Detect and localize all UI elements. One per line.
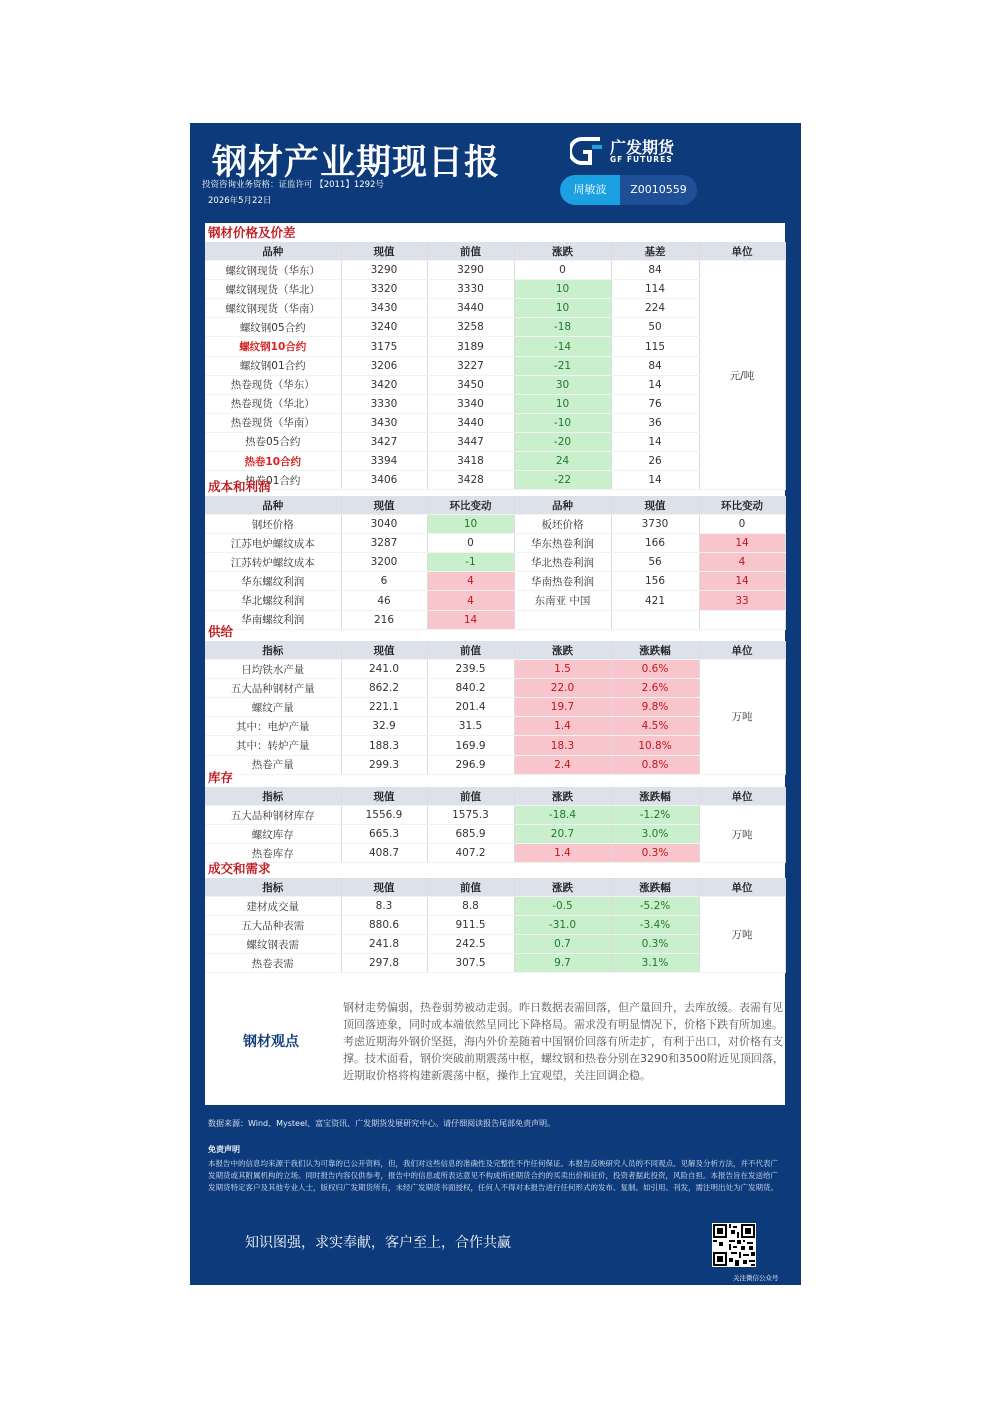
change-value: 14 <box>427 610 514 629</box>
table-row <box>205 717 785 736</box>
unit-cell: 元/吨 <box>699 261 785 490</box>
license-text: 投资咨询业务资格：证监许可 【2011】1292号 <box>202 180 384 190</box>
product-name: 江苏转炉螺纹成本 <box>205 553 341 572</box>
current-value: 3420 <box>341 375 427 394</box>
product-name: 螺纹钢现货（华东） <box>205 261 341 280</box>
product-name: 钢坯价格 <box>205 515 341 534</box>
previous-value: 201.4 <box>427 698 514 717</box>
change-value: 22.0 <box>514 679 611 698</box>
current-value: 156 <box>611 572 699 591</box>
qr-caption: 关注微信公众号 <box>733 1274 779 1282</box>
previous-value: 31.5 <box>427 717 514 736</box>
slogan: 知识图强，求实奉献，客户至上，合作共赢 <box>245 1235 511 1251</box>
change-percent: 0.3% <box>611 935 699 954</box>
table-row <box>205 825 785 844</box>
section-title: 库存 <box>208 770 234 785</box>
table-row <box>205 698 785 717</box>
current-value: 166 <box>611 534 699 553</box>
change-percent: 10.8% <box>611 736 699 755</box>
current-value: 3200 <box>341 553 427 572</box>
change-percent: 0.8% <box>611 755 699 774</box>
change-percent: 2.6% <box>611 679 699 698</box>
previous-value: 8.8 <box>427 897 514 916</box>
product-name: 螺纹钢现货（华南） <box>205 299 341 318</box>
column-header: 指标 <box>205 878 341 897</box>
change-value: 18.3 <box>514 736 611 755</box>
previous-value: 3440 <box>427 413 514 432</box>
column-header: 单位 <box>699 787 785 806</box>
table-row <box>205 394 785 413</box>
disclaimer-title: 免责声明 <box>208 1145 240 1154</box>
column-header: 涨跌 <box>514 787 611 806</box>
basis-value: 36 <box>611 413 699 432</box>
current-value: 3040 <box>341 515 427 534</box>
current-value: 3175 <box>341 337 427 356</box>
column-header: 指标 <box>205 787 341 806</box>
demand-section <box>205 859 785 973</box>
previous-value: 169.9 <box>427 736 514 755</box>
column-header: 品种 <box>205 242 341 261</box>
table-row <box>205 261 785 280</box>
unit-cell: 万吨 <box>699 660 785 775</box>
current-value: 216 <box>341 610 427 629</box>
current-value: 221.1 <box>341 698 427 717</box>
change-value: -22 <box>514 471 611 490</box>
column-header: 现值 <box>341 496 427 515</box>
column-header: 现值 <box>341 878 427 897</box>
product-name: 板坯价格 <box>514 515 611 534</box>
table-row <box>205 318 785 337</box>
current-value: 3406 <box>341 471 427 490</box>
cost-table <box>205 496 786 630</box>
previous-value: 407.2 <box>427 844 514 863</box>
current-value: 241.8 <box>341 935 427 954</box>
product-name: 华东螺纹利润 <box>205 572 341 591</box>
product-name: 热卷10合约 <box>205 452 341 471</box>
current-value: 3430 <box>341 413 427 432</box>
current-value: 6 <box>341 572 427 591</box>
column-header: 环比变动 <box>427 496 514 515</box>
change-value: 0.7 <box>514 935 611 954</box>
indicator-name: 五大品种表需 <box>205 916 341 935</box>
report-date: 2026年5月22日 <box>208 196 272 206</box>
product-name: 热卷01合约 <box>205 471 341 490</box>
table-row <box>205 897 785 916</box>
view-label: 钢材观点 <box>243 1034 299 1050</box>
table-header-row <box>205 496 785 515</box>
current-value: 3394 <box>341 452 427 471</box>
basis-value: 14 <box>611 432 699 451</box>
current-value: 3430 <box>341 299 427 318</box>
column-header: 品种 <box>514 496 611 515</box>
logo-en-text: GF FUTURES <box>610 155 673 164</box>
change-value: 9.7 <box>514 954 611 973</box>
previous-value: 3258 <box>427 318 514 337</box>
column-header: 现值 <box>611 496 699 515</box>
change-value: 4 <box>427 591 514 610</box>
product-name: 江苏电炉螺纹成本 <box>205 534 341 553</box>
table-row <box>205 954 785 973</box>
change-value: 24 <box>514 452 611 471</box>
current-value: 8.3 <box>341 897 427 916</box>
column-header: 基差 <box>611 242 699 261</box>
table-row <box>205 660 785 679</box>
product-name: 华东热卷利润 <box>514 534 611 553</box>
previous-value: 911.5 <box>427 916 514 935</box>
change-value: -0.5 <box>514 897 611 916</box>
table-row <box>205 280 785 299</box>
product-name: 热卷现货（华南） <box>205 413 341 432</box>
report-card <box>190 123 801 1285</box>
change-percent: -1.2% <box>611 806 699 825</box>
section-title: 成本和利润 <box>208 479 271 494</box>
basis-value: 115 <box>611 337 699 356</box>
current-value: 56 <box>611 553 699 572</box>
change-value: 1.4 <box>514 844 611 863</box>
table-row <box>205 452 785 471</box>
product-name: 华北螺纹利润 <box>205 591 341 610</box>
indicator-name: 其中：电炉产量 <box>205 717 341 736</box>
indicator-name: 五大品种钢材产量 <box>205 679 341 698</box>
table-row <box>205 736 785 755</box>
table-row <box>205 806 785 825</box>
basis-value: 14 <box>611 471 699 490</box>
product-name: 螺纹钢01合约 <box>205 356 341 375</box>
product-name: 华南螺纹利润 <box>205 610 341 629</box>
change-percent: 9.8% <box>611 698 699 717</box>
product-name: 热卷现货（华北） <box>205 394 341 413</box>
change-percent: 0.3% <box>611 844 699 863</box>
previous-value: 1575.3 <box>427 806 514 825</box>
previous-value: 3290 <box>427 261 514 280</box>
column-header: 环比变动 <box>699 496 785 515</box>
product-name: 螺纹钢10合约 <box>205 337 341 356</box>
change-percent: 0.6% <box>611 660 699 679</box>
current-value: 3320 <box>341 280 427 299</box>
inventory-section <box>205 768 785 863</box>
product-name: 华南热卷利润 <box>514 572 611 591</box>
inventory-table <box>205 787 786 863</box>
column-header: 现值 <box>341 641 427 660</box>
previous-value: 3450 <box>427 375 514 394</box>
change-percent: 3.1% <box>611 954 699 973</box>
current-value: 3290 <box>341 261 427 280</box>
change-value: 19.7 <box>514 698 611 717</box>
change-value: 4 <box>427 572 514 591</box>
column-header: 现值 <box>341 787 427 806</box>
change-percent: 3.0% <box>611 825 699 844</box>
change-value: 10 <box>514 299 611 318</box>
previous-value: 3189 <box>427 337 514 356</box>
table-row <box>205 935 785 954</box>
change-percent: 4.5% <box>611 717 699 736</box>
previous-value: 3447 <box>427 432 514 451</box>
data-source: 数据来源：Wind、Mysteel、富宝资讯、广发期货发展研究中心。请仔细阅读报告尾部免责声明。 <box>208 1119 556 1128</box>
change-value: 14 <box>699 572 785 591</box>
previous-value: 296.9 <box>427 755 514 774</box>
previous-value: 3440 <box>427 299 514 318</box>
table-row <box>205 299 785 318</box>
previous-value: 3428 <box>427 471 514 490</box>
previous-value: 3227 <box>427 356 514 375</box>
current-value: 46 <box>341 591 427 610</box>
change-value: -18 <box>514 318 611 337</box>
change-value: -20 <box>514 432 611 451</box>
section-title: 钢材价格及价差 <box>208 225 296 240</box>
current-value: 421 <box>611 591 699 610</box>
data-panel <box>205 223 785 1094</box>
column-header: 前值 <box>427 641 514 660</box>
column-header: 单位 <box>699 242 785 261</box>
view-panel <box>205 973 785 1105</box>
column-header: 单位 <box>699 641 785 660</box>
basis-value: 14 <box>611 375 699 394</box>
column-header: 涨跌 <box>514 242 611 261</box>
column-header: 涨跌幅 <box>611 878 699 897</box>
current-value: 3206 <box>341 356 427 375</box>
change-value: 30 <box>514 375 611 394</box>
current-value: 3287 <box>341 534 427 553</box>
indicator-name: 日均铁水产量 <box>205 660 341 679</box>
basis-value: 50 <box>611 318 699 337</box>
change-value: 33 <box>699 591 785 610</box>
change-value: -10 <box>514 413 611 432</box>
previous-value: 239.5 <box>427 660 514 679</box>
change-value: 10 <box>427 515 514 534</box>
analyst-name: 周敏波 <box>560 175 620 205</box>
report-title: 钢材产业期现日报 <box>212 142 501 183</box>
change-value: 14 <box>699 534 785 553</box>
column-header: 前值 <box>427 242 514 261</box>
indicator-name: 螺纹产量 <box>205 698 341 717</box>
previous-value: 840.2 <box>427 679 514 698</box>
current-value: 188.3 <box>341 736 427 755</box>
current-value: 1556.9 <box>341 806 427 825</box>
current-value: 3330 <box>341 394 427 413</box>
previous-value: 242.5 <box>427 935 514 954</box>
table-row <box>205 572 785 591</box>
column-header: 指标 <box>205 641 341 660</box>
basis-value: 26 <box>611 452 699 471</box>
current-value: 3240 <box>341 318 427 337</box>
column-header: 涨跌 <box>514 878 611 897</box>
current-value: 32.9 <box>341 717 427 736</box>
view-text: 钢材走势偏弱，热卷弱势被动走弱。昨日数据表需回落，但产量回升，去库放缓。表需有见顶回落迹象，同时成本端依然呈同比下降格局。需求没有明显情况下，价格下跌有所加速。考虑近期海外钢价坚挺，海内外价差随着中国钢价回落有所走扩，有利于出口，对价格有支撑。技术面看，钢价突破前期震荡中枢，螺纹钢和热卷分别在3290和3500附近见顶回落，近期取价格将构建新震荡中枢，操作上宜观望，关注回调企稳。 <box>343 1001 784 1082</box>
column-header: 前值 <box>427 787 514 806</box>
basis-value: 114 <box>611 280 699 299</box>
change-value: 10 <box>514 394 611 413</box>
indicator-name: 热卷库存 <box>205 844 341 863</box>
product-name: 螺纹钢现货（华北） <box>205 280 341 299</box>
basis-value: 76 <box>611 394 699 413</box>
table-header-row <box>205 242 785 261</box>
unit-cell: 万吨 <box>699 897 785 973</box>
table-row <box>205 591 785 610</box>
indicator-name: 热卷产量 <box>205 755 341 774</box>
table-row <box>205 432 785 451</box>
cost-section <box>205 477 785 630</box>
analyst-id: Z0010559 <box>630 183 687 196</box>
change-value: -18.4 <box>514 806 611 825</box>
table-row <box>205 916 785 935</box>
current-value: 299.3 <box>341 755 427 774</box>
current-value: 297.8 <box>341 954 427 973</box>
current-value: 408.7 <box>341 844 427 863</box>
change-value: -1 <box>427 553 514 572</box>
previous-value: 307.5 <box>427 954 514 973</box>
table-header-row <box>205 641 785 660</box>
change-value: 2.4 <box>514 755 611 774</box>
table-row <box>205 375 785 394</box>
column-header: 单位 <box>699 878 785 897</box>
column-header: 涨跌幅 <box>611 641 699 660</box>
qr-pattern <box>713 1224 755 1266</box>
indicator-name: 热卷表需 <box>205 954 341 973</box>
gf-logo-icon <box>570 135 604 167</box>
basis-value: 224 <box>611 299 699 318</box>
current-value: 665.3 <box>341 825 427 844</box>
current-value: 862.2 <box>341 679 427 698</box>
disclaimer-text: 本报告中的信息均来源于我们认为可靠的已公开资料，但，我们对这些信息的准确性及完整性不作任何保证。本报告反映研究人员的不同观点、见解及分析方法，并不代表广发期货或其附属机构的立场。同时报告内容仅供参考，报告中的信息或所表达意见不构成所述期货合约的买卖出价和征价，投资者据此投资，风险自担。本报告旨在发送给广发期货特定客户及其他专业人士，版权归广发期货所有，未经广发期货书面授权，任何人不得对本报告进行任何形式的发布、复制。如引用、刊发，需注明出处为广发期货。 <box>208 1159 778 1192</box>
column-header: 前值 <box>427 878 514 897</box>
change-percent: -3.4% <box>611 916 699 935</box>
table-row <box>205 534 785 553</box>
change-value: 1.4 <box>514 717 611 736</box>
analyst-badge <box>560 175 697 205</box>
current-value: 241.0 <box>341 660 427 679</box>
change-value: 4 <box>699 553 785 572</box>
previous-value: 685.9 <box>427 825 514 844</box>
current-value: 3730 <box>611 515 699 534</box>
change-value: -14 <box>514 337 611 356</box>
change-value: 10 <box>514 280 611 299</box>
change-value: 20.7 <box>514 825 611 844</box>
basis-value: 84 <box>611 356 699 375</box>
change-value: 0 <box>699 515 785 534</box>
previous-value: 3340 <box>427 394 514 413</box>
qr-code-icon[interactable] <box>712 1223 756 1267</box>
unit-cell: 万吨 <box>699 806 785 863</box>
table-row <box>205 515 785 534</box>
change-value: 0 <box>427 534 514 553</box>
current-value: 3427 <box>341 432 427 451</box>
change-value: -31.0 <box>514 916 611 935</box>
section-title: 成交和需求 <box>208 861 271 876</box>
supply-section <box>205 622 785 775</box>
previous-value: 3418 <box>427 452 514 471</box>
demand-table <box>205 878 786 973</box>
change-value: -21 <box>514 356 611 375</box>
product-name: 热卷05合约 <box>205 432 341 451</box>
change-value: 0 <box>514 261 611 280</box>
basis-value: 84 <box>611 261 699 280</box>
gf-futures-logo <box>570 133 720 169</box>
previous-value: 3330 <box>427 280 514 299</box>
table-row <box>205 413 785 432</box>
product-name: 螺纹钢05合约 <box>205 318 341 337</box>
indicator-name: 其中：转炉产量 <box>205 736 341 755</box>
supply-table <box>205 641 786 775</box>
logo-cn-text: 广发期货 <box>610 138 675 157</box>
column-header: 现值 <box>341 242 427 261</box>
column-header: 品种 <box>205 496 341 515</box>
product-name: 热卷现货（华东） <box>205 375 341 394</box>
table-row <box>205 337 785 356</box>
indicator-name: 五大品种钢材库存 <box>205 806 341 825</box>
product-name: 华北热卷利润 <box>514 553 611 572</box>
table-row <box>205 553 785 572</box>
indicator-name: 螺纹钢表需 <box>205 935 341 954</box>
prices-section <box>205 223 785 490</box>
table-header-row <box>205 787 785 806</box>
change-value: 1.5 <box>514 660 611 679</box>
table-row <box>205 356 785 375</box>
table-row <box>205 679 785 698</box>
change-percent: -5.2% <box>611 897 699 916</box>
product-name: 东南亚 中国 <box>514 591 611 610</box>
indicator-name: 螺纹库存 <box>205 825 341 844</box>
indicator-name: 建材成交量 <box>205 897 341 916</box>
section-title: 供给 <box>208 624 234 639</box>
column-header: 涨跌 <box>514 641 611 660</box>
prices-table <box>205 242 786 490</box>
table-header-row <box>205 878 785 897</box>
current-value: 880.6 <box>341 916 427 935</box>
column-header: 涨跌幅 <box>611 787 699 806</box>
